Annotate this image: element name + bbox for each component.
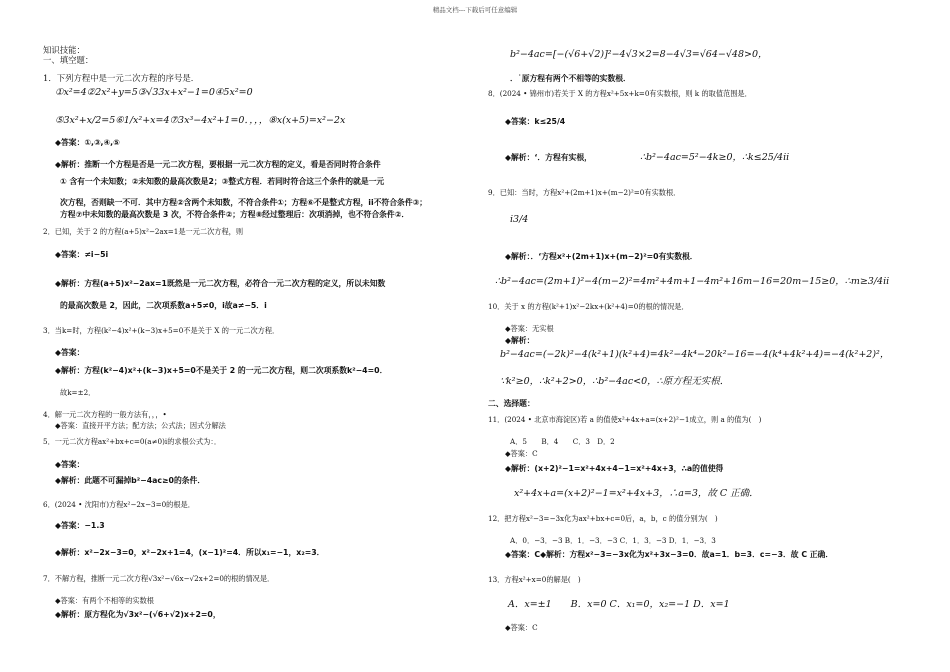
- right-line-23: ◆答案：C◆解析：方程x²−3=−3x化为x²+3x−3=0．故a=1．b=3．c=−3．故 C 正确．: [505, 550, 834, 559]
- right-line-26: ◆答案：C: [505, 623, 538, 632]
- left-line-16: ◆解析：方程(k²−4)x²+(k−3)x+5=0不是关于 2 的一元二次方程，则二次项系数k²−4=0．: [55, 366, 388, 375]
- left-line-1: 一、填空题：: [43, 55, 94, 65]
- right-line-21: 12．把方程x²−3=−3x化为ax²+bx+c=0后，a，b，c 的值分别为( ): [488, 514, 718, 523]
- right-line-2: 8．(2024 • 锦州市)若关于 X 的方程x²+5x+k=0有实数根，则 k 的取值范围是．: [488, 89, 752, 98]
- left-line-4: ⑤3x²+x/2=5⑥1/x²+x=4⑦3x³−4x²+1=0．，，，⑧x(x+5)=x²−2x: [55, 115, 346, 126]
- right-line-20: x²+4x+a=(x+2)²−1=x²+4x+3，∴a=3，故 C 正确．: [514, 488, 759, 499]
- right-line-11: ◆答案：无实根: [505, 324, 554, 333]
- left-line-19: ◆答案：直接开平方法；配方法；公式法；因式分解法: [55, 421, 226, 430]
- left-line-2: 1．下列方程中是一元二次方程的序号是．: [43, 73, 200, 83]
- left-line-24: ◆答案：−1.3: [55, 521, 105, 530]
- left-line-7: ① 含有一个未知数；②未知数的最高次数是2；③整式方程．若同时符合这三个条件的就是一元: [60, 177, 385, 186]
- left-line-22: ◆解析：此题不可漏掉b²−4ac≥0的条件．: [55, 476, 206, 485]
- left-line-5: ◆答案：①,③,④,⑤: [55, 138, 120, 147]
- left-line-26: 7．不解方程，推断一元二次方程√3x²−√6x−√2x+2=0的根的情况是．: [43, 574, 275, 583]
- right-line-12: ◆解析：: [505, 336, 535, 345]
- left-line-25: ◆解析：x²−2x−3=0，x²−2x+1=4，(x−1)²=4．所以x₁=−1，x₂=3．: [55, 548, 325, 557]
- left-line-17: 故k=±2．: [60, 388, 96, 397]
- right-line-0: b²−4ac=[−(√6+√2)]²−4√3×2=8−4√3=√64−√48>0，: [510, 49, 768, 60]
- left-line-11: ◆答案：≠ⅰ−5ⅰ: [55, 250, 109, 259]
- left-line-6: ◆解析：推断一个方程是否是一元二次方程，要根据一元二次方程的定义，看是否同时符合条件: [55, 160, 381, 169]
- right-line-13: b²−4ac=(−2k)²−4(k²+1)(k²+4)=4k²−4k⁴−20k²−16=−4(k⁴+4k²+4)=−4(k²+2)²，: [500, 349, 890, 360]
- right-line-9: ∴b²−4ac=(2m+1)²−4(m−2)²=4m²+4m+1−4m²+16m−16=20m−15≥0，∴m≥3/4ⅰⅰ: [495, 276, 890, 287]
- right-line-15: 二、选择题：: [488, 399, 535, 408]
- left-line-21: ◆答案：: [55, 460, 85, 469]
- right-line-6: 9．已知：当时，方程x²+(2m+1)x+(m−2)²=0有实数根．: [488, 188, 681, 197]
- right-line-18: ◆答案：C: [505, 449, 538, 458]
- right-line-8: ◆解析：．‘方程x²+(2m+1)x+(m−2)²=0有实数根．: [505, 252, 698, 261]
- right-line-19: ◆解析：(x+2)²−1=x²+4x+4−1=x²+4x+3，∴a的值使得: [505, 464, 724, 473]
- left-line-8: 次方程，否则缺一不可．其中方程②含两个未知数，不符合条件①；方程⑥不是整式方程，ⅰⅰ不符合条件③；: [60, 198, 428, 207]
- right-line-4: ◆解析：‘．方程有实根，: [505, 153, 592, 162]
- right-line-1: ．˙原方程有两个不相等的实数根．: [510, 74, 631, 83]
- left-line-13: 的最高次数是 2，因此，二次项系数a+5≠0，ⅰ故a≠−5．ⅰ: [60, 301, 267, 310]
- right-line-10: 10．关于 x 的方程(k²+1)x²−2kx+(k²+4)=0的根的情况是．: [488, 302, 689, 311]
- left-line-10: 2．已知，关于 2 的方程(a+5)x²−2ax=1是一元二次方程，则: [43, 227, 244, 236]
- right-line-14: ∵k²≥0，∴k²+2>0，∴b²−4ac<0，∴原方程无实根．: [500, 376, 730, 387]
- right-line-5: ∴b²−4ac=5²−4k≥0，∴k≤25/4ⅰⅰ: [640, 152, 790, 163]
- right-line-24: 13．方程x²+x=0的解是( ): [488, 575, 581, 584]
- right-line-17: A．5 B．4 C．3 D．2: [510, 437, 615, 446]
- page-header: 精品文档---下载后可任意编辑: [432, 6, 518, 14]
- left-line-27: ◆答案：有两个不相等的实数根: [55, 596, 154, 605]
- right-line-16: 11．(2024 • 北京市海淀区)若 a 的值使x²+4x+a=(x+2)²−1成立，则 a 的值为( ): [488, 415, 762, 424]
- right-line-3: ◆答案：k≤25/4: [505, 117, 566, 126]
- left-line-9: 方程⑦中未知数的最高次数是 3 次，不符合条件②；方程⑧经过整理后：次项消掉，也不符合条件②．: [60, 210, 410, 219]
- left-line-0: 知识技能：: [43, 45, 85, 55]
- left-line-15: ◆答案：: [55, 348, 85, 357]
- right-line-7: ⅰ3/4: [510, 214, 529, 225]
- left-line-3: ①x²=4②2x²+y=5③√33x+x²−1=0④5x²=0: [55, 87, 253, 98]
- left-line-20: 5．一元二次方程ax²+bx+c=0(a≠0)ⅰ的求根公式为：．: [43, 437, 222, 446]
- left-line-28: ◆解析：原方程化为√3x²−(√6+√2)x+2=0，: [55, 610, 221, 619]
- left-line-12: ◆解析：方程(a+5)x²−2ax=1既然是一元二次方程，必符合一元二次方程的定义，所以未知数: [55, 279, 386, 288]
- left-line-14: 3．当k=时，方程(k²−4)x²+(k−3)x+5=0不是关于 X 的一元二次方程．: [43, 326, 280, 335]
- left-line-23: 6．(2024 • 沈阳市)方程x²−2x−3=0的根是．: [43, 500, 195, 509]
- right-line-25: A．x=±1 B．x=0 C．x₁=0，x₂=−1 D．x=1: [508, 599, 730, 610]
- right-line-22: A．0．−3．−3 B．1．−3．−3 C．1．3．−3 D．1．−3．3: [510, 536, 716, 545]
- left-line-18: 4．解一元二次方程的一般方法有，，，•: [43, 410, 167, 419]
